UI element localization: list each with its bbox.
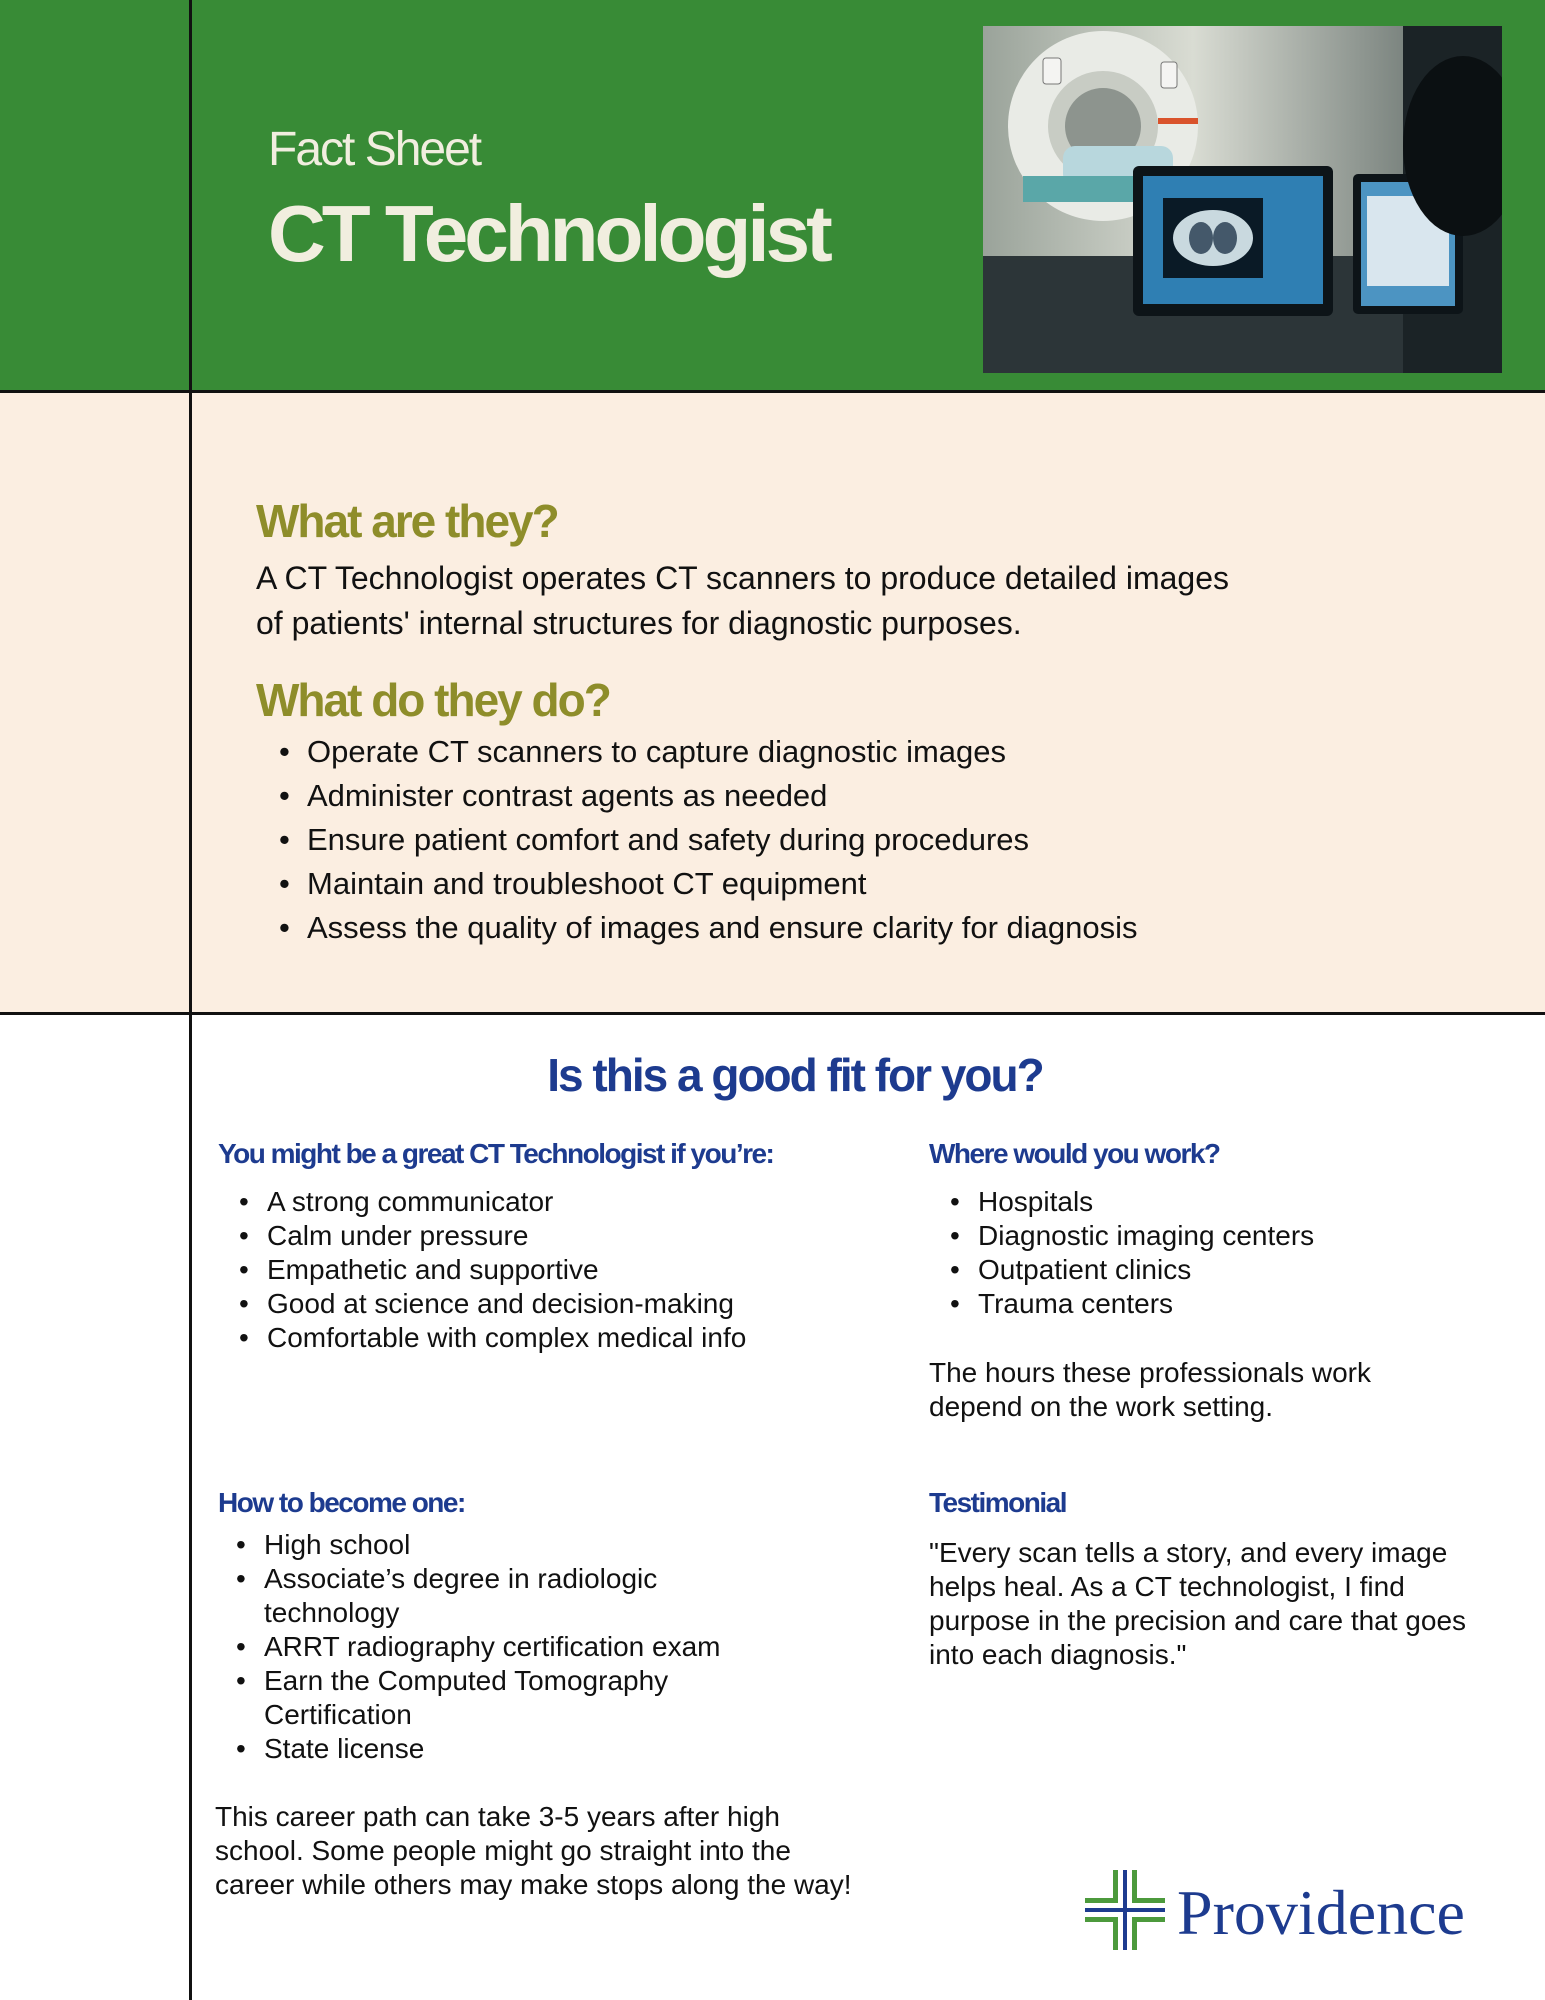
list-item: • High school [232,1528,772,1562]
list-item: • Assess the quality of images and ensure clarity for diagnosis [275,906,1475,950]
become-heading: How to become one: [218,1487,465,1518]
list-item: • Empathetic and supportive [235,1253,775,1287]
hours-text: The hours these professionals work depend on the work setting. [929,1357,1371,1422]
steps-list [232,1528,772,1766]
providence-logo-text: Providence [1177,1877,1465,1948]
what-do-they-do-heading: What do they do? [256,674,610,726]
list-item: • Hospitals [946,1185,1506,1219]
list-item: • Ensure patient comfort and safety during procedures [275,818,1475,862]
fact-sheet-kicker: Fact Sheet [268,123,481,176]
list-item: • ARRT radiography certification exam [232,1630,772,1664]
traits-list [235,1185,775,1355]
providence-cross-icon [1085,1870,1165,1950]
section-divider [0,1012,1545,1015]
testimonial-heading: Testimonial [929,1487,1067,1518]
work-heading: Where would you work? [929,1138,1220,1169]
list-item: • Comfortable with complex medical info [235,1321,775,1355]
testimonial-text: "Every scan tells a story, and every image helps heal. As a CT technologist, I find purpose in the precision and care that goes into each diagnosis." [929,1537,1467,1670]
list-item: • Maintain and troubleshoot CT equipment [275,862,1475,906]
what-are-they-text: A CT Technologist operates CT scanners to produce detailed images of patients' internal structures for diagnostic purposes. [256,560,1230,641]
workplaces-list [946,1185,1506,1321]
fit-heading: Is this a good fit for you? [547,1049,1043,1101]
list-item: • Calm under pressure [235,1219,775,1253]
vertical-divider [189,0,192,2000]
list-item: • Diagnostic imaging centers [946,1219,1506,1253]
list-item: • A strong communicator [235,1185,775,1219]
list-item: • State license [232,1732,772,1766]
career-path-text: This career path can take 3-5 years after high school. Some people might go straight into the career while others may make stops along the way! [215,1801,852,1900]
list-item: • Trauma centers [946,1287,1506,1321]
list-item: • Administer contrast agents as needed [275,774,1475,818]
list-item: • Good at science and decision-making [235,1287,775,1321]
duties-list [275,730,1475,950]
list-item: • Earn the Computed Tomography Certification [232,1664,772,1732]
what-are-they-heading: What are they? [256,495,558,547]
ct-scanner-photo [983,26,1502,373]
list-item: • Outpatient clinics [946,1253,1506,1287]
list-item: • Associate’s degree in radiologic technology [232,1562,772,1630]
traits-heading: You might be a great CT Technologist if you’re: [218,1138,774,1169]
page-title: CT Technologist [268,189,829,278]
header-divider [0,390,1545,393]
list-item: • Operate CT scanners to capture diagnostic images [275,730,1475,774]
